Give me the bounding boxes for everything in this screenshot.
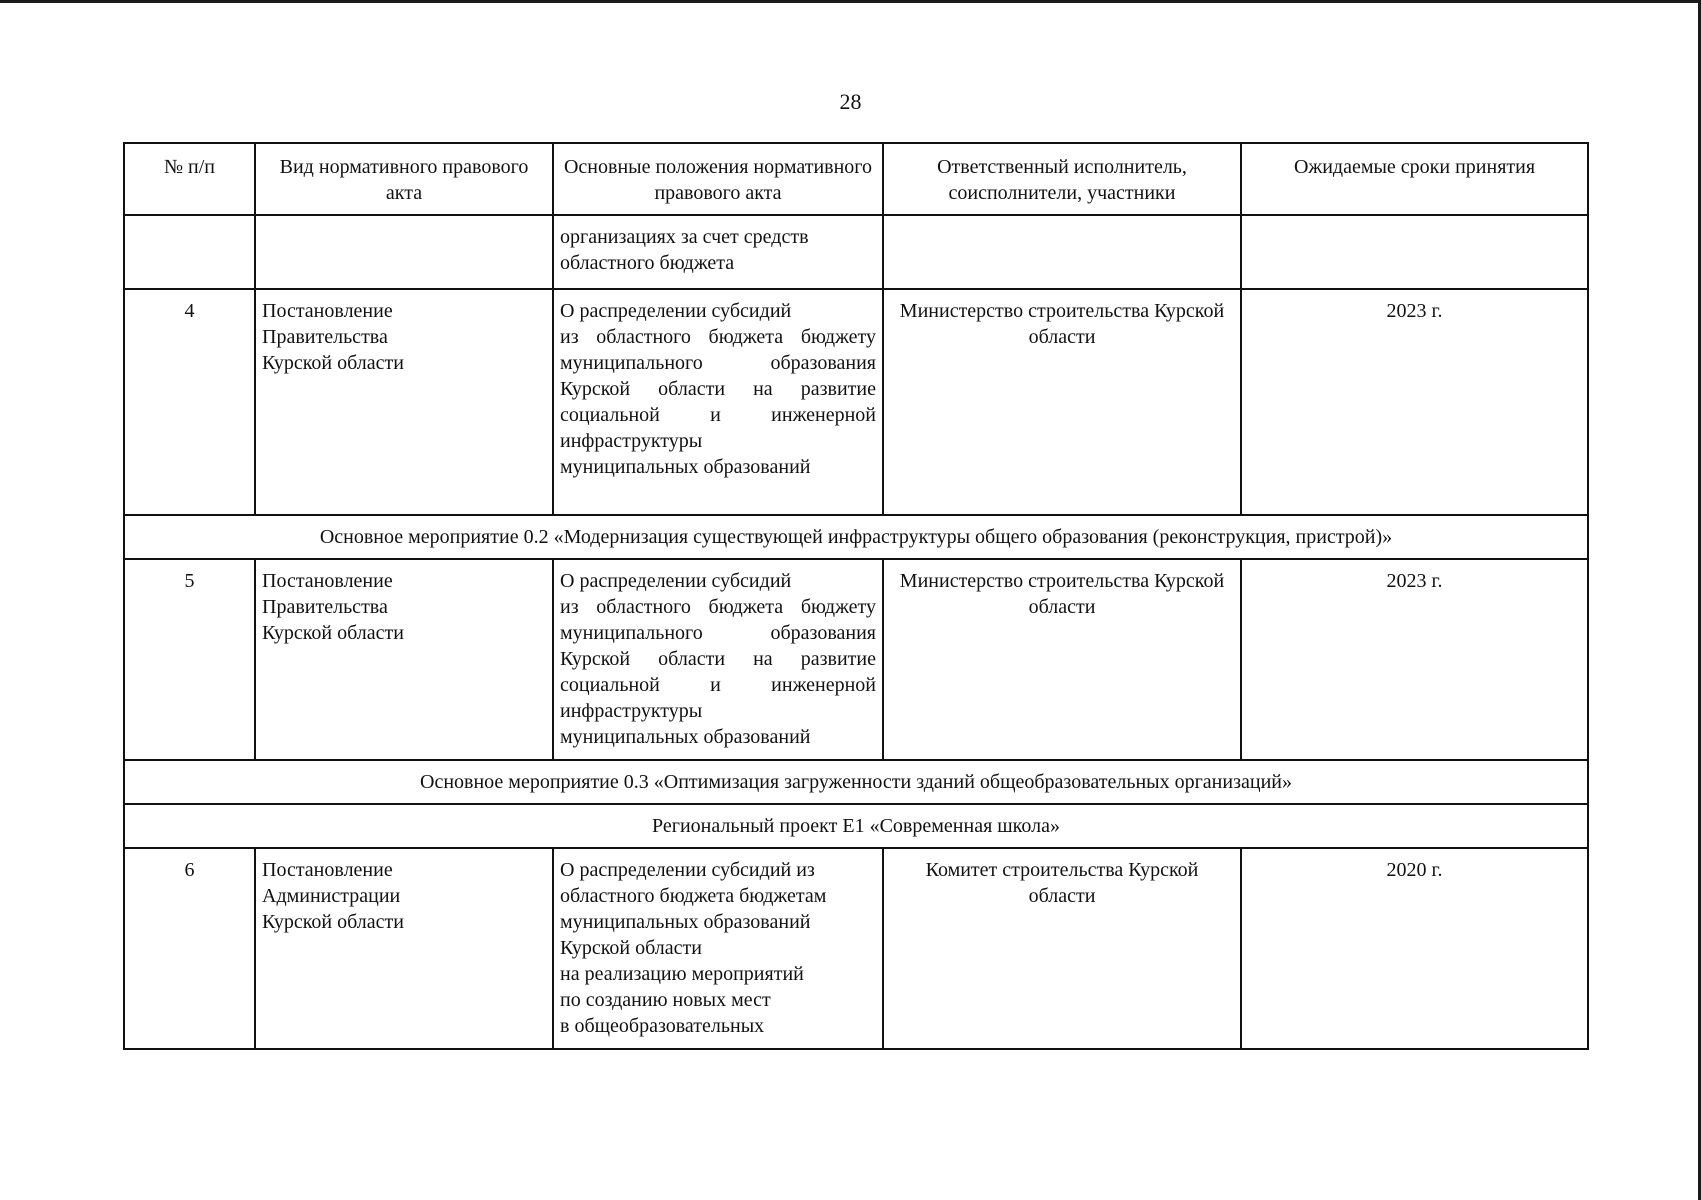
cell-provisions: О распределении субсидий из областного бюджета бюджетам муниципальных образований Курской области на реализацию мероприятий по созданию новых мест в общеобразовательных <box>553 848 883 1049</box>
cell-executor: Комитет строительства Курской области <box>883 848 1241 1049</box>
cell-number: 4 <box>124 289 255 515</box>
cell-act-type: Постановление Правительства Курской области <box>255 559 553 760</box>
legal-acts-table <box>123 142 1589 1050</box>
header-act-type: Вид нормативного правового акта <box>255 143 553 215</box>
scan-edge-top <box>0 0 1701 3</box>
section-title: Основное мероприятие 0.2 «Модернизация существующей инфраструктуры общего образования (реконструкция, пристрой)» <box>124 515 1588 559</box>
cell-number: 5 <box>124 559 255 760</box>
cell-act-type <box>255 215 553 289</box>
cell-deadline: 2020 г. <box>1241 848 1588 1049</box>
table-header <box>124 143 1588 215</box>
table-row-6 <box>124 848 1588 1049</box>
cell-provisions: О распределении субсидий из областного бюджета бюджету муниципального образования Курской области на развитие социальной и инженерной инфраструктуры муниципальных образований <box>553 559 883 760</box>
header-provisions: Основные положения нормативного правового акта <box>553 143 883 215</box>
page-number: 28 <box>839 89 862 114</box>
section-title: Основное мероприятие 0.3 «Оптимизация загруженности зданий общеобразовательных организаций» <box>124 760 1588 804</box>
section-row-0-3 <box>124 760 1588 804</box>
cell-act-type: Постановление Администрации Курской области <box>255 848 553 1049</box>
cell-number: 6 <box>124 848 255 1049</box>
cell-deadline <box>1241 215 1588 289</box>
cell-executor: Министерство строительства Курской области <box>883 289 1241 515</box>
cell-number <box>124 215 255 289</box>
section-row-e1 <box>124 804 1588 848</box>
table-row-5 <box>124 559 1588 760</box>
section-row-0-2 <box>124 515 1588 559</box>
header-executor: Ответственный исполнитель, соисполнители, участники <box>883 143 1241 215</box>
cell-deadline: 2023 г. <box>1241 289 1588 515</box>
cell-provisions: О распределении субсидий из областного бюджета бюджету муниципального образования Курской области на развитие социальной и инженерной инфраструктуры муниципальных образований <box>553 289 883 515</box>
table-row-continuation <box>124 215 1588 289</box>
header-number: № п/п <box>124 143 255 215</box>
cell-executor: Министерство строительства Курской области <box>883 559 1241 760</box>
cell-provisions: организациях за счет средств областного бюджета <box>553 215 883 289</box>
cell-deadline: 2023 г. <box>1241 559 1588 760</box>
table-row-4 <box>124 289 1588 515</box>
section-title: Региональный проект Е1 «Современная школа» <box>124 804 1588 848</box>
cell-executor <box>883 215 1241 289</box>
header-deadline: Ожидаемые сроки принятия <box>1241 143 1588 215</box>
cell-act-type: Постановление Правительства Курской области <box>255 289 553 515</box>
